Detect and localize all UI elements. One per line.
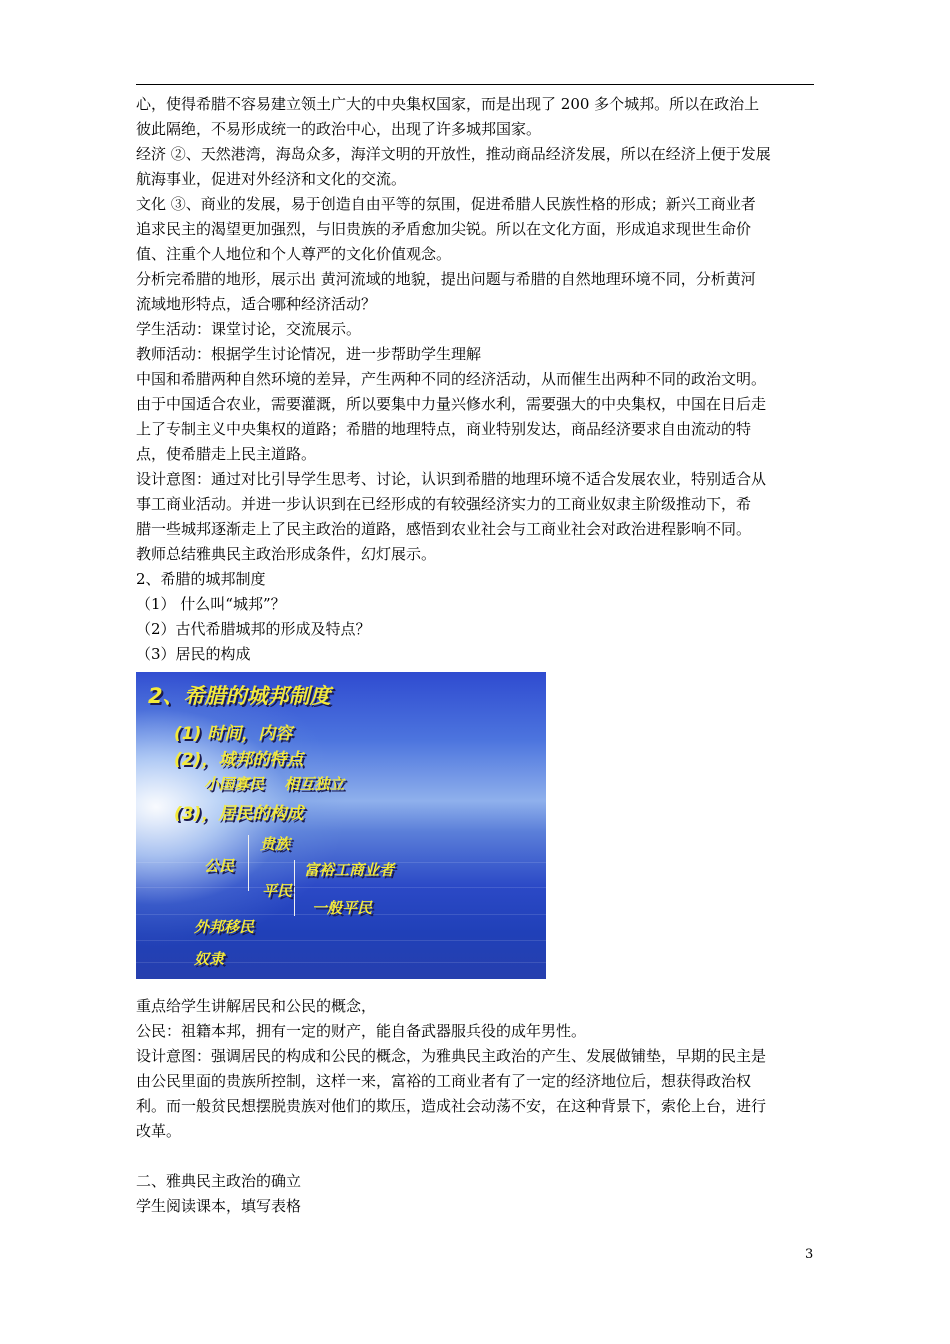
commoner-bracket [294,860,295,916]
question-item: （2）古代希腊城邦的形成及特点？ [136,620,371,638]
slide-item-2-detail: 小国寡民 相互独立 [204,775,345,793]
slide-citizen: 公民 [204,857,235,875]
paragraph-line: 腊一些城邦逐渐走上了民主政治的道路，感悟到农业社会与工商业社会对政治进程影响不同。 [136,520,752,538]
slide-slave: 奴隶 [194,950,225,968]
paragraph-line: 航海事业，促进对外经济和文化的交流。 [136,170,407,188]
paragraph-line: 重点给学生讲解居民和公民的概念， [136,997,377,1015]
paragraph-line: 彼此隔绝，不易形成统一的政治中心，出现了许多城邦国家。 [136,120,542,138]
document-body [136,92,820,1219]
paragraph-line: 由公民里面的贵族所控制，这样一来，富裕的工商业者有了一定的经济地位后，想获得政治权 [136,1072,752,1090]
slide-item-1: (1) 时间，内容 [174,724,293,744]
paragraph-line: 点，使希腊走上民主道路。 [136,445,317,463]
slide-noble: 贵族 [260,835,291,853]
slide-title: 2、希腊的城邦制度 [148,684,331,708]
paragraph-line: 经济 ②、天然港湾，海岛众多，海洋文明的开放性，推动商品经济发展，所以在经济上便于发展 [136,145,771,163]
slide-commoner: 平民 [262,882,293,900]
paragraph-line: 事工商业活动。并进一步认识到在已经形成的有较强经济实力的工商业奴隶主阶级推动下，希 [136,495,752,513]
slide-item-3: (3)，居民的构成 [174,804,304,824]
slide-item-2: (2)，城邦的特点 [174,750,304,770]
question-item: （1） 什么叫“城邦”？ [136,595,286,613]
paragraph-line: 改革。 [136,1122,182,1140]
paragraph-line: 流域地形特点，适合哪种经济活动？ [136,295,377,313]
header-rule [136,84,814,85]
paragraph-line: 教师总结雅典民主政治形成条件，幻灯展示。 [136,545,437,563]
paragraph-line: 文化 ③、商业的发展，易于创造自由平等的氛围，促进希腊人民族性格的形成；新兴工商业者 [136,195,756,213]
section-heading: 二、雅典民主政治的确立 [136,1172,302,1190]
question-item: （3）居民的构成 [136,645,251,663]
paragraph-line: 中国和希腊两种自然环境的差异，产生两种不同的经济活动，从而催生出两种不同的政治文明。 [136,370,767,388]
page-number: 3 [805,1247,814,1262]
paragraph-line: 由于中国适合农业，需要灌溉，所以要集中力量兴修水利，需要强大的中央集权，中国在日后走 [136,395,767,413]
paragraph-line: 公民：祖籍本邦，拥有一定的财产，能自备武器服兵役的成年男性。 [136,1022,587,1040]
paragraph-line: 分析完希腊的地形，展示出 黄河流域的地貌，提出问题与希腊的自然地理环境不同，分析黄河 [136,270,756,288]
slide-image [136,672,546,979]
paragraph-line: 设计意图：通过对比引导学生思考、讨论，认识到希腊的地理环境不适合发展农业，特别适合从 [136,470,767,488]
paragraph-line: 心，使得希腊不容易建立领土广大的中央集权国家，而是出现了 200 多个城邦。所以在政治上 [136,95,760,113]
paragraph-line: 上了专制主义中央集权的道路；希腊的地理特点，商业特别发达，商品经济要求自由流动的特 [136,420,752,438]
paragraph-line: 值、注重个人地位和个人尊严的文化价值观念。 [136,245,452,263]
paragraph-line: 学生阅读课本，填写表格 [136,1197,302,1215]
paragraph-line: 利。而一般贫民想摆脱贵族对他们的欺压，造成社会动荡不安，在这种背景下，索伦上台，进行 [136,1097,767,1115]
slide-metic: 外邦移民 [194,918,255,936]
paragraph-line: 教师活动：根据学生讨论情况，进一步帮助学生理解 [136,345,482,363]
citizen-bracket [248,835,249,891]
paragraph-line: 设计意图：强调居民的构成和公民的概念，为雅典民主政治的产生、发展做铺垫，早期的民主是 [136,1047,767,1065]
blank-line [136,1144,820,1169]
slide-rich-merchant: 富裕工商业者 [304,861,395,879]
section-heading: 2、希腊的城邦制度 [136,570,266,588]
paragraph-line: 追求民主的渴望更加强烈，与旧贵族的矛盾愈加尖锐。所以在文化方面，形成追求现世生命价 [136,220,752,238]
slide-ordinary-commoner: 一般平民 [312,899,373,917]
paragraph-line: 学生活动：课堂讨论，交流展示。 [136,320,362,338]
